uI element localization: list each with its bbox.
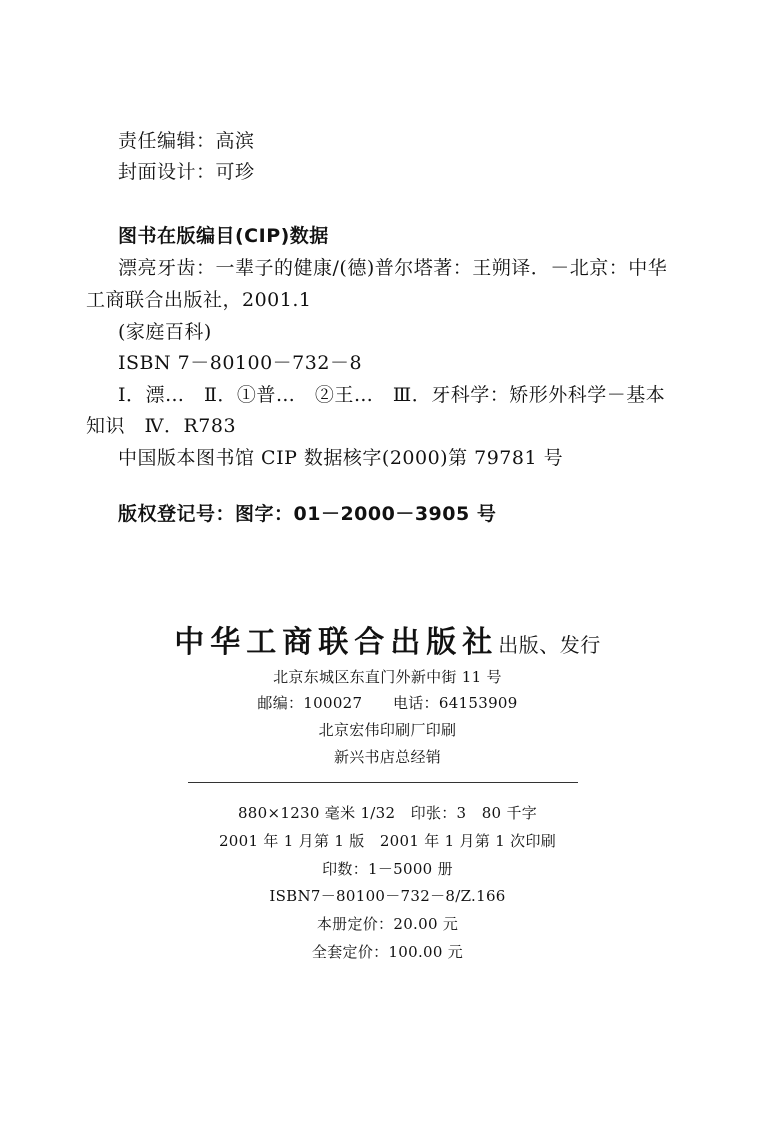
spec-set-price: 全套定价：100.00 元 (311, 943, 464, 961)
spec-isbn: ISBN7－80100－732－8/Z.166 (269, 887, 506, 905)
cip-series: (家庭百科) (118, 321, 212, 343)
publisher-name: 中华工商联合出版社 (174, 625, 499, 660)
divider-rule (188, 782, 578, 783)
spec-single-price: 本册定价：20.00 元 (316, 915, 459, 933)
cip-entry-line-2: 工商联合出版社，2001.1 (86, 289, 312, 311)
printer: 北京宏伟印刷厂印刷 (318, 721, 457, 739)
copyright-registration: 版权登记号：图字：01－2000－3905 号 (118, 503, 497, 525)
cover-design-credit: 封面设计：可珍 (118, 161, 255, 183)
editor-credit: 责任编辑：高滨 (118, 130, 255, 152)
distributor: 新兴书店总经销 (333, 748, 442, 766)
spec-format: 880×1230 毫米 1/32 印张：3 80 千字 (237, 804, 538, 822)
cip-isbn: ISBN 7－80100－732－8 (118, 352, 363, 374)
publisher-contact: 邮编：100027 电话：64153909 (257, 694, 518, 712)
cip-heading: 图书在版编目(CIP)数据 (118, 225, 329, 247)
spec-edition: 2001 年 1 月第 1 版 2001 年 1 月第 1 次印刷 (218, 832, 557, 850)
spec-print-run: 印数：1－5000 册 (322, 860, 453, 878)
publisher-address: 北京东城区东直门外新中街 11 号 (273, 668, 502, 686)
publisher-line (0, 625, 775, 661)
cip-verification: 中国版本图书馆 CIP 数据核字(2000)第 79781 号 (118, 447, 564, 469)
cip-entry-line-1: 漂亮牙齿：一辈子的健康/(德)普尔塔著：王朔译．－北京：中华 (118, 257, 668, 279)
cip-subject-line-2: 知识 Ⅳ．R783 (86, 415, 237, 437)
cip-subject-line-1: Ⅰ．漂… Ⅱ．①普… ②王… Ⅲ．牙科学：矫形外科学－基本 (118, 384, 666, 406)
publisher-suffix: 出版、发行 (498, 633, 601, 657)
